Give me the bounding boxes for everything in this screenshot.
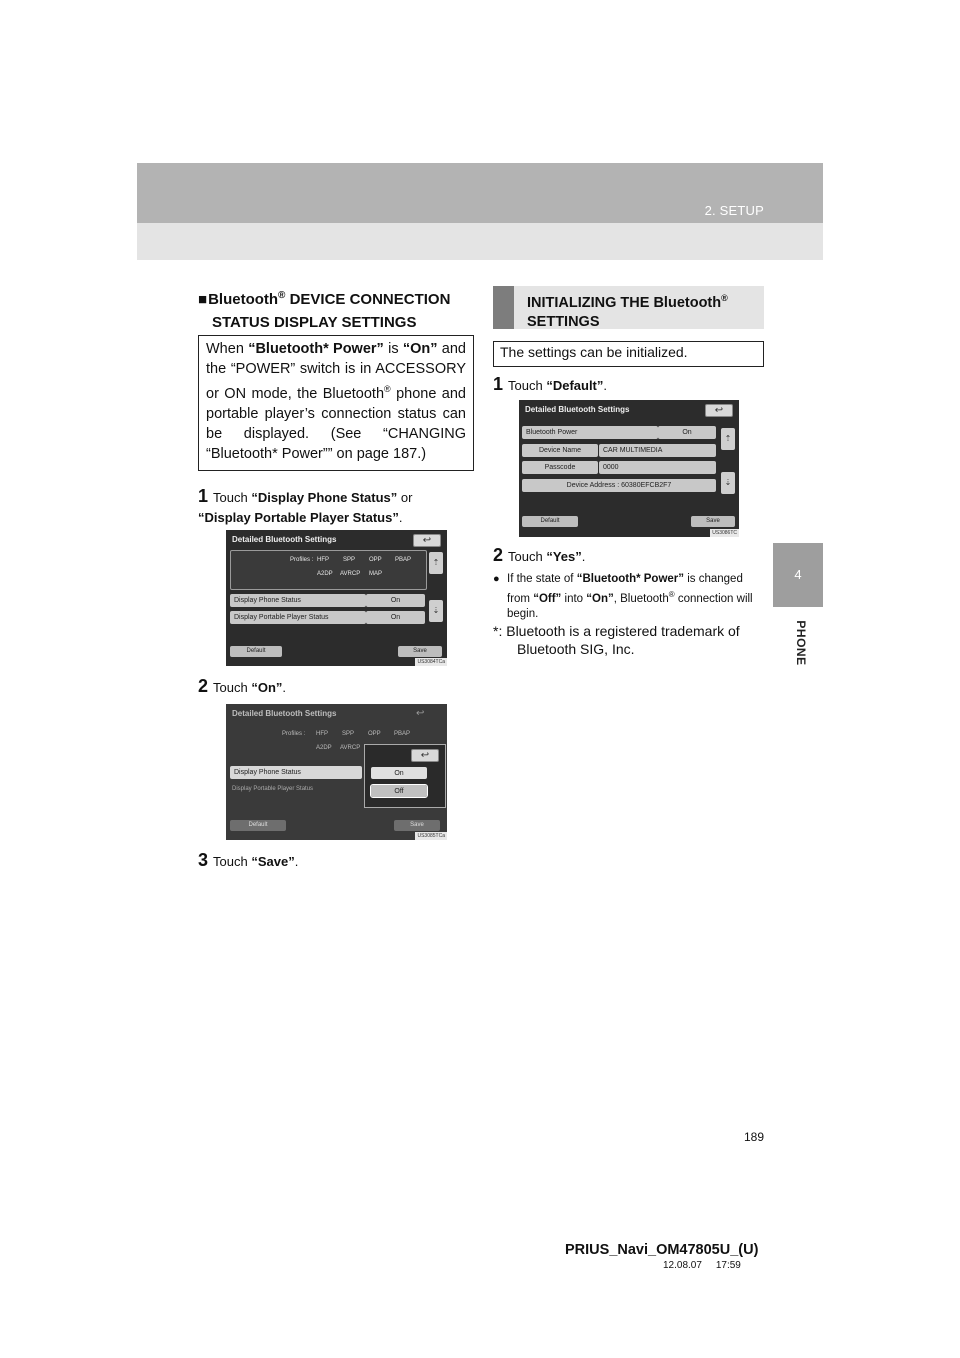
- screenshot-default-settings: Detailed Bluetooth Settings ↩ Bluetooth Power On Device Name CAR MULTIMEDIA Passcode 0000 Device Address : 60380EFCB2F7 ⇡ ⇣ Default Save US3086TC: [519, 400, 739, 537]
- step-1-default: 1 Touch “Default”.: [493, 374, 608, 394]
- popup-on-option: On: [371, 767, 427, 779]
- display-player-status-row: Display Portable Player Status: [230, 611, 366, 624]
- popup-back-icon: ↩: [411, 749, 439, 762]
- back-icon: ↩: [705, 404, 733, 417]
- scroll-up-icon: ⇡: [429, 552, 443, 574]
- step-2: 2 Touch “On”.: [198, 676, 287, 696]
- profiles-panel: [230, 550, 427, 590]
- page-number: 189: [744, 1130, 765, 1144]
- screenshot-status-popup: Detailed Bluetooth Settings ↩ Profiles : HFP SPP OPP PBAP A2DP AVRCP Display Phone Status Display Portable Player Status Default Save ↩ On Off US3085TCa: [226, 704, 447, 840]
- on-off-popup: [364, 744, 446, 808]
- display-phone-status-row: Display Phone Status: [230, 594, 366, 607]
- document-timestamp: 12.08.07 17:59: [663, 1260, 741, 1271]
- step-3: 3 Touch “Save”.: [198, 850, 299, 870]
- header-subband: [137, 223, 823, 260]
- popup-off-option: Off: [371, 785, 427, 797]
- section-heading: ■Bluetooth® DEVICE CONNECTION STATUS DISPLAY SETTINGS: [198, 290, 451, 331]
- document-id: PRIUS_Navi_OM47805U_(U): [565, 1242, 759, 1258]
- chapter-label: PHONE: [794, 620, 808, 666]
- step-2-yes: 2 Touch “Yes”.: [493, 545, 586, 565]
- step-1: 1 Touch “Display Phone Status” or “Display Portable Player Status”.: [198, 486, 413, 525]
- scroll-down-icon: ⇣: [429, 600, 443, 622]
- heading-square-icon: ■: [198, 291, 208, 308]
- section-title: 2. SETUP: [704, 203, 764, 218]
- chapter-number: 4: [794, 567, 802, 582]
- bullet-icon: ●: [493, 573, 500, 585]
- heading-bar: [493, 286, 514, 329]
- screenshot-detailed-settings: Detailed Bluetooth Settings ↩ Profiles : HFP SPP OPP PBAP A2DP AVRCP MAP ⇡ Display Phone Status On Display Portable Player Status On ⇣ Default Save US3084TCa: [226, 530, 447, 666]
- scroll-up-icon: ⇡: [721, 428, 735, 450]
- footnote: *: Bluetooth is a registered trademark of Bluetooth SIG, Inc.: [493, 623, 740, 657]
- back-icon: ↩: [413, 534, 441, 547]
- scroll-down-icon: ⇣: [721, 472, 735, 494]
- chapter-tab: [773, 543, 823, 607]
- bullet-note: ● If the state of “Bluetooth* Power” is changed from “Off” into “On”, Bluetooth® connection will begin.: [493, 573, 753, 620]
- section-heading-initializing: INITIALIZING THE Bluetooth® SETTINGS: [493, 286, 764, 329]
- info-box: When “Bluetooth* Power” is “On” and the “POWER” switch is in ACCESSORY or ON mode, the Bluetooth® phone and portable player’s connection status can be displayed. (See “CHANGING “Bluetooth* Power”” on page 187.): [198, 335, 474, 471]
- info-box-initialize: The settings can be initialized.: [493, 341, 764, 367]
